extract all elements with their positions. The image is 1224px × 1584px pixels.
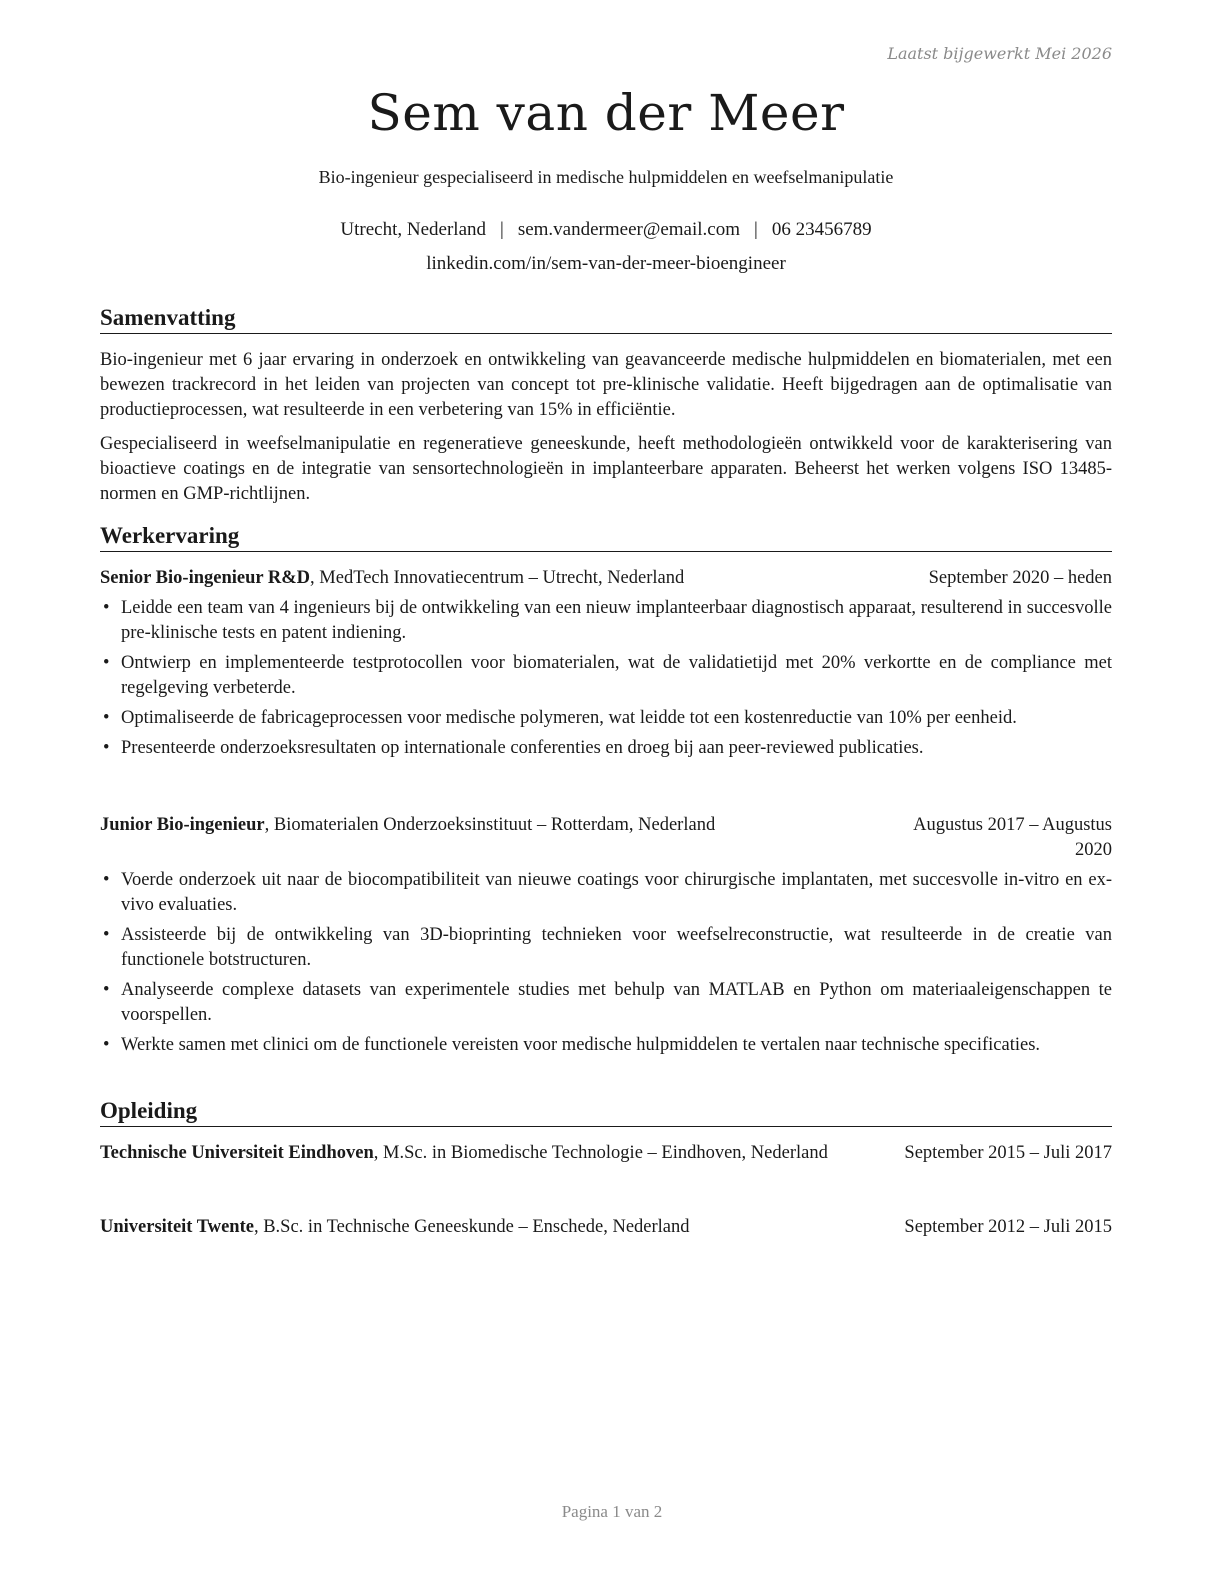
linkedin-link[interactable]: linkedin.com/in/sem-van-der-meer-bioengineer [426, 253, 786, 274]
job-title [100, 813, 715, 838]
summary-paragraph: Gespecialiseerd in weefselmanipulatie en regeneratieve geneeskunde, heeft methodologieën ontwikkeld voor de karakterisering van bioactieve coatings en de integratie van sensortechnologieën in implanteerbare apparaten. Beheerst het werken volgens ISO 13485-normen en GMP-richtlijnen. [100, 434, 1112, 504]
education-entry [100, 1215, 1112, 1265]
linkedin-line [100, 253, 1112, 275]
education-degree [100, 1215, 876, 1240]
list-item: • Optimaliseerde de fabricageprocessen voor medische polymeren, wat leidde tot een kostenreductie van 10% per eenheid. [100, 706, 1112, 731]
education-dates: September 2015 – Juli 2017 [904, 1143, 1112, 1163]
section-title-summary: Samenvatting [100, 304, 1112, 334]
degree-detail: , B.Sc. in Technische Geneeskunde – Enschede, Nederland [253, 1217, 690, 1237]
bullet-icon: • [103, 870, 110, 890]
separator: | [500, 219, 504, 240]
list-item: • Ontwierp en implementeerde testprotocollen voor biomaterialen, wat de validatietijd met 20% verkortte en de compliance met regelgeving verbeterde. [103, 653, 1112, 698]
list-item: • Presenteerde onderzoeksresultaten op internationale conferenties en droeg bij aan peer-reviewed publicaties. [100, 736, 1112, 761]
job-dates: September 2020 – heden [928, 568, 1112, 588]
job-bullets [100, 596, 1112, 766]
resume-page [100, 0, 1112, 1584]
list-item: • Voerde onderzoek uit naar de biocompatibiliteit van nieuwe coatings voor chirurgische implantaten, met succesvolle in-vitro en ex-vivo evaluaties. [103, 870, 1112, 915]
list-item: • Assisteerde bij de ontwikkeling van 3D-bioprinting technieken voor weefselreconstructie, wat resulteerde in de creatie van functionele botstructuren. [103, 925, 1112, 970]
contact-line [100, 219, 1112, 241]
page-number: Pagina 1 van 2 [561, 1502, 663, 1521]
job-header [100, 566, 1112, 591]
summary-paragraph: Bio-ingenieur met 6 jaar ervaring in onderzoek en ontwikkeling van geavanceerde medische hulpmiddelen en biomaterialen, met een bewezen trackrecord in het leiden van projecten van concept tot pre-klinische validatie. Heeft bijgedragen aan de optimalisatie van productieprocessen, wat resulteerde in een verbetering van 15% in efficiëntie. [100, 350, 1112, 420]
location: Utrecht, Nederland [340, 219, 487, 240]
headline: Bio-ingenieur gespecialiseerd in medische hulpmiddelen en weefselmanipulatie [318, 167, 894, 187]
job-role: Junior Bio-ingenieur [100, 815, 265, 835]
candidate-name: Sem van der Meer [367, 84, 845, 142]
school-name: Universiteit Twente [100, 1217, 254, 1237]
section-title-experience: Werkervaring [100, 522, 1112, 552]
list-item: • Leidde een team van 4 ingenieurs bij de ontwikkeling van een nieuw implanteerbaar diagnostisch apparaat, resulterend in succesvolle pre-klinische tests en patent indiening. [103, 598, 1112, 643]
list-item: • Werkte samen met clinici om de functionele vereisten voor medische hulpmiddelen te vertalen naar technische specificaties. [100, 1033, 1112, 1058]
bullet-icon: • [103, 653, 110, 673]
job-title [100, 566, 684, 591]
bullet-icon: • [103, 980, 110, 1000]
education-degree [100, 1141, 876, 1166]
job-org: , Biomaterialen Onderzoeksinstituut – Rotterdam, Nederland [264, 815, 716, 835]
school-name: Technische Universiteit Eindhoven [100, 1143, 374, 1163]
job-dates: Augustus 2017 – Augustus 2020 [913, 815, 1112, 860]
job-role: Senior Bio-ingenieur R&D [100, 568, 311, 588]
bullet-icon: • [103, 708, 110, 728]
section-title-education: Opleiding [100, 1097, 1112, 1127]
job-bullets [100, 868, 1112, 1063]
job-header [100, 813, 1112, 863]
separator: | [754, 219, 758, 240]
bullet-icon: • [103, 598, 110, 618]
degree-detail: , M.Sc. in Biomedische Technologie – Eindhoven, Nederland [373, 1143, 828, 1163]
bullet-icon: • [103, 925, 110, 945]
list-item: • Analyseerde complexe datasets van experimentele studies met behulp van MATLAB en Python om materiaaleigenschappen te voorspellen. [103, 980, 1112, 1025]
education-dates: September 2012 – Juli 2015 [904, 1217, 1112, 1237]
education-entry [100, 1141, 1112, 1191]
last-updated: Laatst bijgewerkt Mei 2026 [887, 44, 1112, 63]
bullet-icon: • [103, 738, 110, 758]
phone: 06 23456789 [771, 219, 872, 240]
job-org: , MedTech Innovatiecentrum – Utrecht, Nederland [310, 568, 685, 588]
email-link[interactable]: sem.vandermeer@email.com [517, 219, 741, 240]
bullet-icon: • [103, 1035, 110, 1055]
